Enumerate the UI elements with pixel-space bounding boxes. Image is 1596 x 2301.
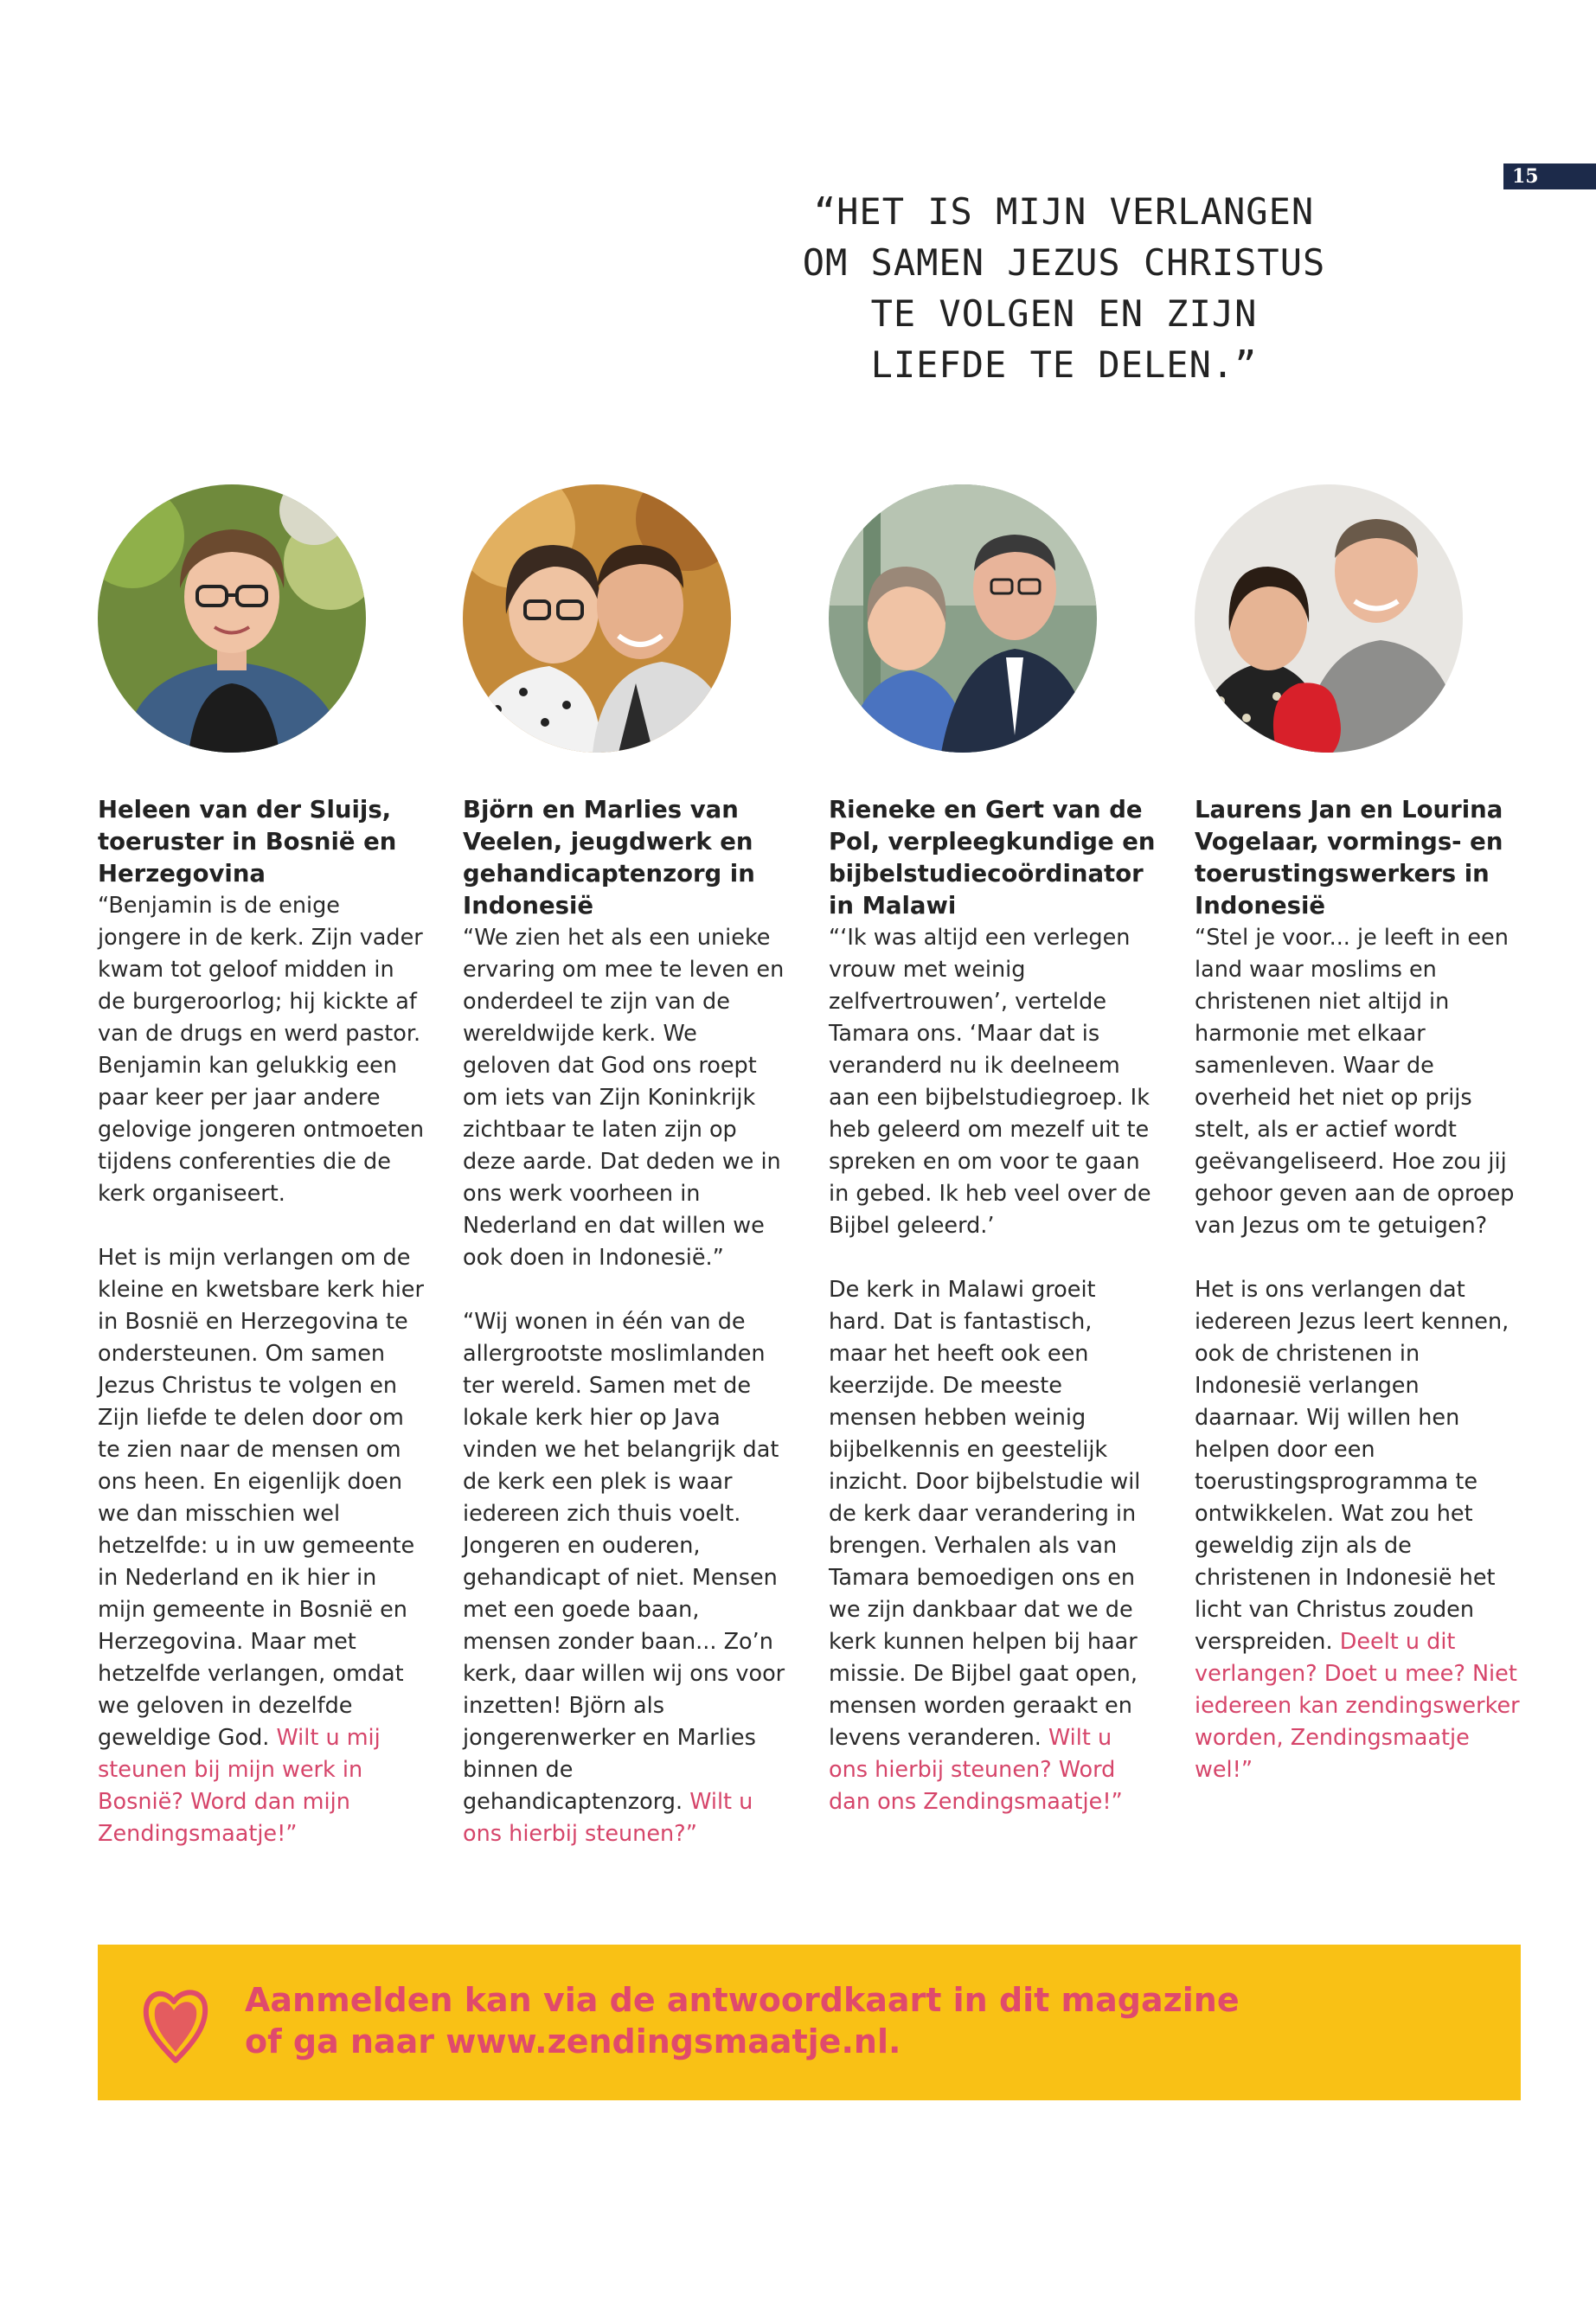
heart-icon: [141, 1981, 210, 2067]
profile-column-laurens-lourina: [1195, 794, 1522, 1786]
page-number: 15: [1503, 163, 1596, 189]
profile-heading: Heleen van der Sluijs, toeruster in Bosnië en Herzegovina: [98, 796, 397, 888]
profile-paragraph: “Stel je voor... je leeft in een land waar moslims en christenen niet altijd in harmonie met elkaar samenleven. Waar de overheid het niet op prijs stelt, als er actief wordt geëvangeliseerd. Hoe zou jij gehoor geven aan de oproep van Jezus om te getuigen?: [1195, 925, 1515, 1239]
quote-line: TE VOLGEN EN ZIJN: [870, 292, 1258, 335]
call-to-action: Deelt u dit verlangen? Doet u mee? Niet iedereen kan zendingswerker worden, Zendingsmaatje wel!”: [1195, 1629, 1520, 1783]
call-to-action: Wilt u ons hierbij steunen?”: [463, 1789, 753, 1847]
profile-heading: Laurens Jan en Lourina Vogelaar, vormings- en toerustingswerkers in Indonesië: [1195, 796, 1503, 920]
portrait-photo-heleen: [98, 484, 366, 753]
profile-column-heleen: [98, 794, 425, 1850]
call-to-action: Wilt u mij steunen bij mijn werk in Bosnië? Word dan mijn Zendingsmaatje!”: [98, 1725, 381, 1847]
quote-line: “HET IS MIJN VERLANGEN: [813, 190, 1315, 233]
paragraph-text: De kerk in Malawi groeit hard. Dat is fantastisch, maar het heeft ook een keerzijde. De meeste mensen hebben weinig bijbelkennis en geestelijk inzicht. Door bijbelstudie wil de kerk daar verandering in brengen. Verhalen als van Tamara bemoedigen ons en we zijn dankbaar dat we de kerk kunnen helpen bij haar missie. De Bijbel gaat open, mensen worden geraakt en levens veranderen.: [829, 1277, 1141, 1751]
paragraph-text: “Wij wonen in één van de allergrootste moslimlanden ter wereld. Samen met de lokale kerk hier op Java vinden we het belangrijk dat de kerk een plek is waar iedereen zich thuis voelt. Jongeren en ouderen, gehandicapt of niet. Mensen met een goede baan, mensen zonder baan... Zo’n kerk, daar willen wij ons voor inzetten! Björn als jongerenwerker en Marlies binnen de gehandicaptenzorg.: [463, 1309, 785, 1815]
banner-text: [245, 1979, 1456, 2062]
profile-paragraph: [1195, 1274, 1522, 1786]
profile-paragraph: “‘Ik was altijd een verlegen vrouw met weinig zelfvertrouwen’, vertelde Tamara ons. ‘Maar dat is veranderd nu ik deelneem aan een bijbelstudiegroep. Ik heb geleerd om mezelf uit te spreken en om voor te gaan in gebed. Ik heb veel over de Bijbel geleerd.’: [829, 925, 1151, 1239]
profile-heading: Björn en Marlies van Veelen, jeugdwerk en gehandicaptenzorg in Indonesië: [463, 796, 755, 920]
profile-heading: Rieneke en Gert van de Pol, verpleegkundige en bijbelstudiecoördinator in Malawi: [829, 796, 1156, 920]
profile-column-bjorn-marlies: [463, 794, 790, 1850]
signup-banner: [98, 1945, 1521, 2100]
pull-quote: [779, 186, 1349, 390]
portrait-photo-laurens-lourina: [1195, 484, 1463, 753]
banner-line: Aanmelden kan via de antwoordkaart in dit magazine: [245, 1981, 1240, 2019]
paragraph-text: Het is ons verlangen dat iedereen Jezus leert kennen, ook de christenen in Indonesië verlangen daarnaar. Wij willen hen helpen door een toerustingsprogramma te ontwikkelen. Wat zou het geweldig zijn als de christenen in Indonesië het licht van Christus zouden verspreiden.: [1195, 1277, 1509, 1655]
profile-paragraph: [829, 1274, 1156, 1818]
call-to-action: Wilt u ons hierbij steunen? Word dan ons Zendingsmaatje!”: [829, 1725, 1123, 1815]
quote-line: OM SAMEN JEZUS CHRISTUS: [802, 241, 1326, 284]
quote-line: LIEFDE TE DELEN.”: [870, 343, 1258, 386]
portrait-photo-rieneke-gert: [829, 484, 1097, 753]
profile-paragraph: [463, 1306, 790, 1850]
profile-paragraph: [98, 1242, 425, 1850]
portrait-photo-bjorn-marlies: [463, 484, 731, 753]
profile-paragraph: “We zien het als een unieke ervaring om mee te leven en onderdeel te zijn van de wereldwijde kerk. We geloven dat God ons roept om iets van Zijn Koninkrijk zichtbaar te laten zijn op deze aarde. Dat deden we in ons werk voorheen in Nederland en dat willen we ook doen in Indonesië.”: [463, 925, 785, 1271]
banner-link[interactable]: of ga naar www.zendingsmaatje.nl.: [245, 2022, 901, 2061]
paragraph-text: Het is mijn verlangen om de kleine en kwetsbare kerk hier in Bosnië en Herzegovina te ondersteunen. Om samen Jezus Christus te volgen en Zijn liefde te delen door om te zien naar de mensen om ons heen. En eigenlijk doen we dan misschien wel hetzelfde: u in uw gemeente in Nederland en ik hier in mijn gemeente in Bosnië en Herzegovina. Maar met hetzelfde verlangen, omdat we geloven in dezelfde geweldige God.: [98, 1245, 424, 1751]
profile-paragraph: “Benjamin is de enige jongere in de kerk. Zijn vader kwam tot geloof midden in de burgeroorlog; hij kickte af van de drugs en werd pastor. Benjamin kan gelukkig een paar keer per jaar andere gelovige jongeren ontmoeten tijdens conferenties die de kerk organiseert.: [98, 893, 425, 1207]
profile-column-rieneke-gert: [829, 794, 1156, 1818]
